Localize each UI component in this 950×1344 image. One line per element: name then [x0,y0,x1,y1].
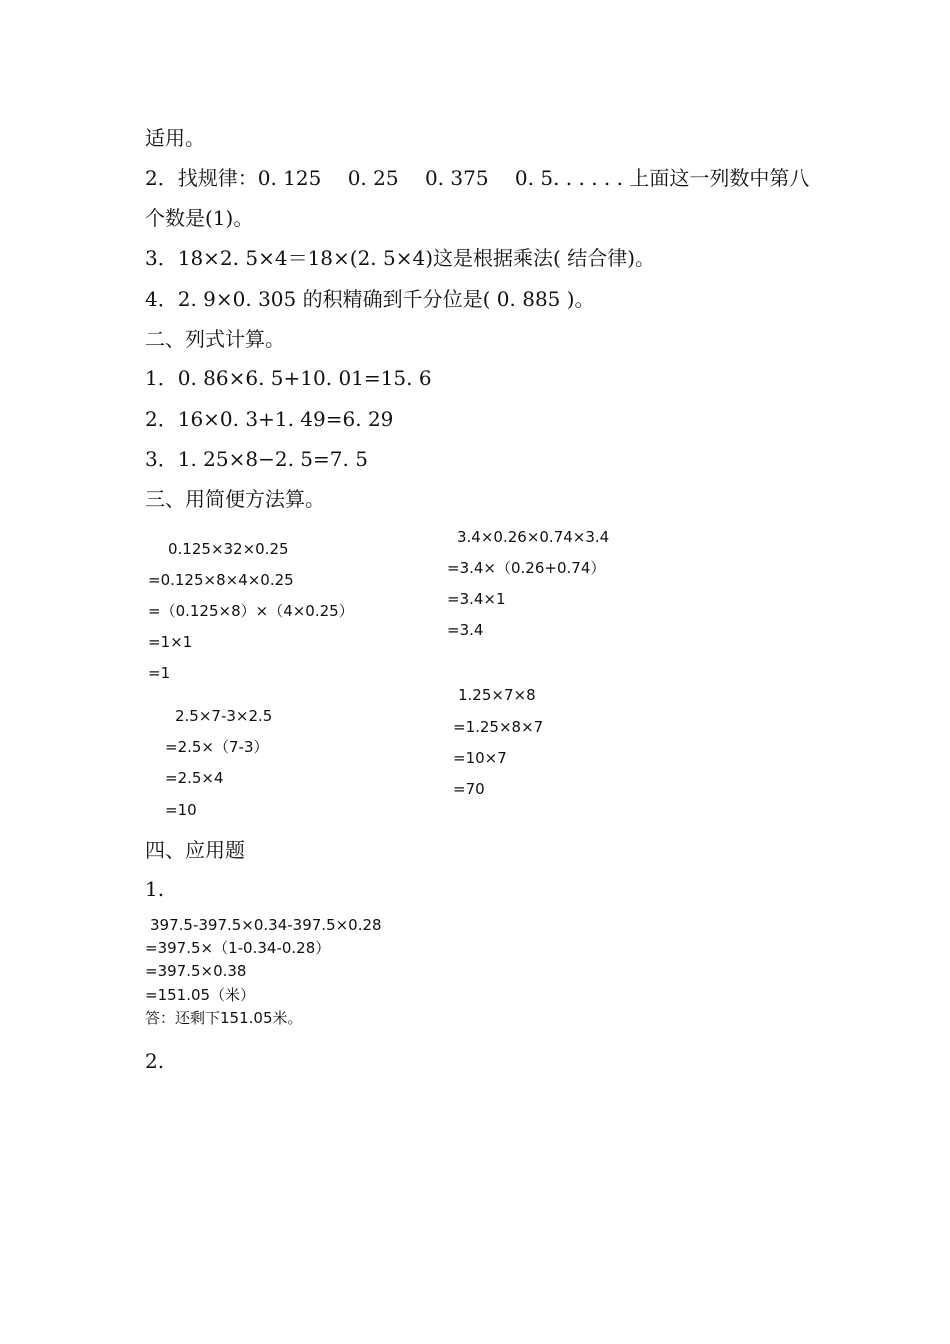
calc-a-line-2: =0.125×8×4×0.25 [148,571,294,589]
calc-q2: 2．16×0. 3+1. 49=6. 29 [145,407,394,431]
calc-c-line-1: 2.5×7-3×2.5 [175,707,273,725]
calc-e-line-1: 397.5-397.5×0.34-397.5×0.28 [150,916,382,934]
calc-b-line-1: 3.4×0.26×0.74×3.4 [457,528,610,546]
calc-block-c [165,707,415,827]
calc-d-line-2: =1.25×8×7 [453,718,544,736]
question-1-label: 1. [145,877,165,901]
text-line-5: 4．2. 9×0. 305 的积精确到千分位是( 0. 885 )。 [145,287,595,311]
calc-q3: 3．1. 25×8−2. 5=7. 5 [145,447,368,471]
calc-block-e [145,916,427,1034]
text-line-4: 3．18×2. 5×4＝18×(2. 5×4)这是根据乘法( 结合律)。 [145,246,655,270]
calc-e-line-2: =397.5×（1-0.34-0.28） [145,939,331,957]
section-3-title: 三、用简便方法算。 [145,487,325,511]
calc-e-line-5: 答：还剩下151.05米。 [145,1009,303,1027]
calc-a-line-3: =（0.125×8）×（4×0.25） [148,602,354,620]
calc-e-line-4: =151.05（米） [145,986,256,1004]
calc-block-a [148,540,428,690]
calc-b-line-3: =3.4×1 [447,590,506,608]
section-4-title: 四、应用题 [145,838,245,862]
text-line-3: 个数是(1)。 [145,206,254,230]
text-line-2: 2．找规律：0. 125 0. 25 0. 375 0. 5. . . . . . 上面这一列数中第八 [145,166,810,190]
calc-a-line-1: 0.125×32×0.25 [168,540,289,558]
calc-a-line-5: =1 [148,664,171,682]
calc-c-line-2: =2.5×（7-3） [165,738,269,756]
calc-block-b [447,528,697,648]
calc-d-line-4: =70 [453,780,485,798]
calc-e-line-3: =397.5×0.38 [145,962,247,980]
calc-d-line-1: 1.25×7×8 [458,686,536,704]
question-2-label: 2. [145,1049,165,1073]
calc-b-line-4: =3.4 [447,621,484,639]
calc-a-line-4: =1×1 [148,633,193,651]
calc-c-line-3: =2.5×4 [165,769,224,787]
calc-q1: 1．0. 86×6. 5+10. 01=15. 6 [145,366,432,390]
calc-c-line-4: =10 [165,801,197,819]
calc-b-line-2: =3.4×（0.26+0.74） [447,559,606,577]
text-line-1: 适用。 [145,126,205,150]
calc-block-d [453,686,673,806]
calc-d-line-3: =10×7 [453,749,507,767]
section-2-title: 二、列式计算。 [145,327,285,351]
